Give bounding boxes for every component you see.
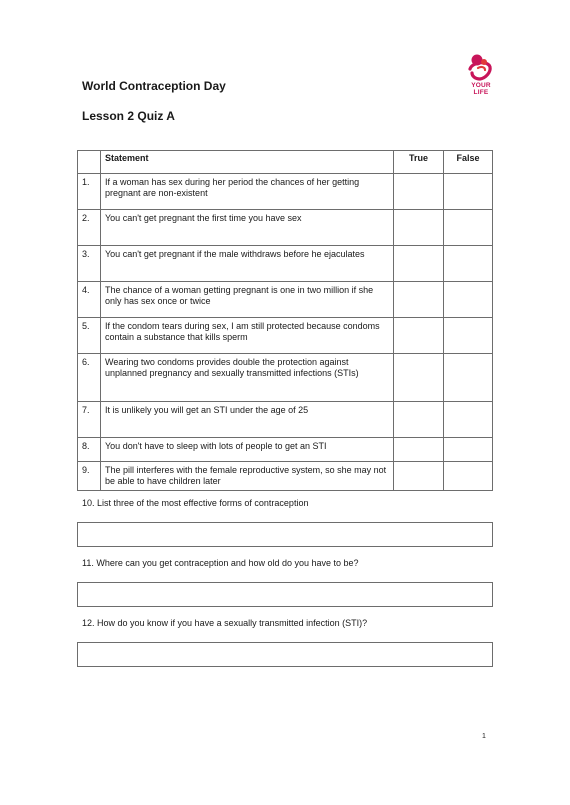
row-number: 5. <box>78 318 101 354</box>
statement-cell: You can't get pregnant the first time you have sex <box>101 210 394 246</box>
false-answer-cell[interactable] <box>444 210 493 246</box>
table-row <box>78 354 493 402</box>
table-row <box>78 318 493 354</box>
table-row <box>78 246 493 282</box>
statement-cell: Wearing two condoms provides double the protection against unplanned pregnancy and sexually transmitted infections (STIs) <box>101 354 394 402</box>
row-number: 6. <box>78 354 101 402</box>
statement-column-header: Statement <box>101 151 394 174</box>
true-answer-cell[interactable] <box>394 318 444 354</box>
statement-cell: The pill interferes with the female reproductive system, so she may not be able to have children later <box>101 462 394 491</box>
statement-cell: You can't get pregnant if the male withdraws before he ejaculates <box>101 246 394 282</box>
statement-cell: It is unlikely you will get an STI under the age of 25 <box>101 402 394 438</box>
statement-cell: You don't have to sleep with lots of people to get an STI <box>101 438 394 462</box>
question-10: 10. List three of the most effective forms of contraception <box>82 498 309 508</box>
statement-cell: If a woman has sex during her period the chances of her getting pregnant are non-existent <box>101 174 394 210</box>
false-answer-cell[interactable] <box>444 438 493 462</box>
page-title: World Contraception Day <box>82 79 226 93</box>
false-answer-cell[interactable] <box>444 462 493 491</box>
your-life-logo <box>466 51 496 99</box>
statement-cell: If the condom tears during sex, I am still protected because condoms contain a substance that kills sperm <box>101 318 394 354</box>
table-row <box>78 462 493 491</box>
true-answer-cell[interactable] <box>394 282 444 318</box>
quiz-title: Lesson 2 Quiz A <box>82 109 175 123</box>
row-number: 4. <box>78 282 101 318</box>
table-header-row <box>78 151 493 174</box>
true-answer-cell[interactable] <box>394 462 444 491</box>
row-number: 8. <box>78 438 101 462</box>
table-row <box>78 210 493 246</box>
logo-text: YOUR LIFE <box>471 82 491 96</box>
false-answer-cell[interactable] <box>444 282 493 318</box>
true-answer-cell[interactable] <box>394 438 444 462</box>
question-11: 11. Where can you get contraception and how old do you have to be? <box>82 558 359 568</box>
row-number: 7. <box>78 402 101 438</box>
answer-box-10[interactable] <box>77 522 493 547</box>
true-column-header: True <box>394 151 444 174</box>
true-answer-cell[interactable] <box>394 354 444 402</box>
true-answer-cell[interactable] <box>394 210 444 246</box>
false-answer-cell[interactable] <box>444 174 493 210</box>
answer-box-11[interactable] <box>77 582 493 607</box>
true-answer-cell[interactable] <box>394 246 444 282</box>
logo-figure-icon <box>466 51 496 83</box>
question-12: 12. How do you know if you have a sexually transmitted infection (STI)? <box>82 618 368 628</box>
true-answer-cell[interactable] <box>394 402 444 438</box>
statement-cell: The chance of a woman getting pregnant is one in two million if she only has sex once or twice <box>101 282 394 318</box>
row-number: 3. <box>78 246 101 282</box>
row-number: 1. <box>78 174 101 210</box>
table-row <box>78 282 493 318</box>
answer-box-12[interactable] <box>77 642 493 667</box>
false-answer-cell[interactable] <box>444 402 493 438</box>
quiz-table <box>77 150 493 491</box>
table-row <box>78 402 493 438</box>
row-number: 2. <box>78 210 101 246</box>
true-answer-cell[interactable] <box>394 174 444 210</box>
false-answer-cell[interactable] <box>444 318 493 354</box>
page-number: 1 <box>482 733 486 740</box>
number-column-header <box>78 151 101 174</box>
row-number: 9. <box>78 462 101 491</box>
false-column-header: False <box>444 151 493 174</box>
false-answer-cell[interactable] <box>444 354 493 402</box>
false-answer-cell[interactable] <box>444 246 493 282</box>
table-row <box>78 438 493 462</box>
table-row <box>78 174 493 210</box>
